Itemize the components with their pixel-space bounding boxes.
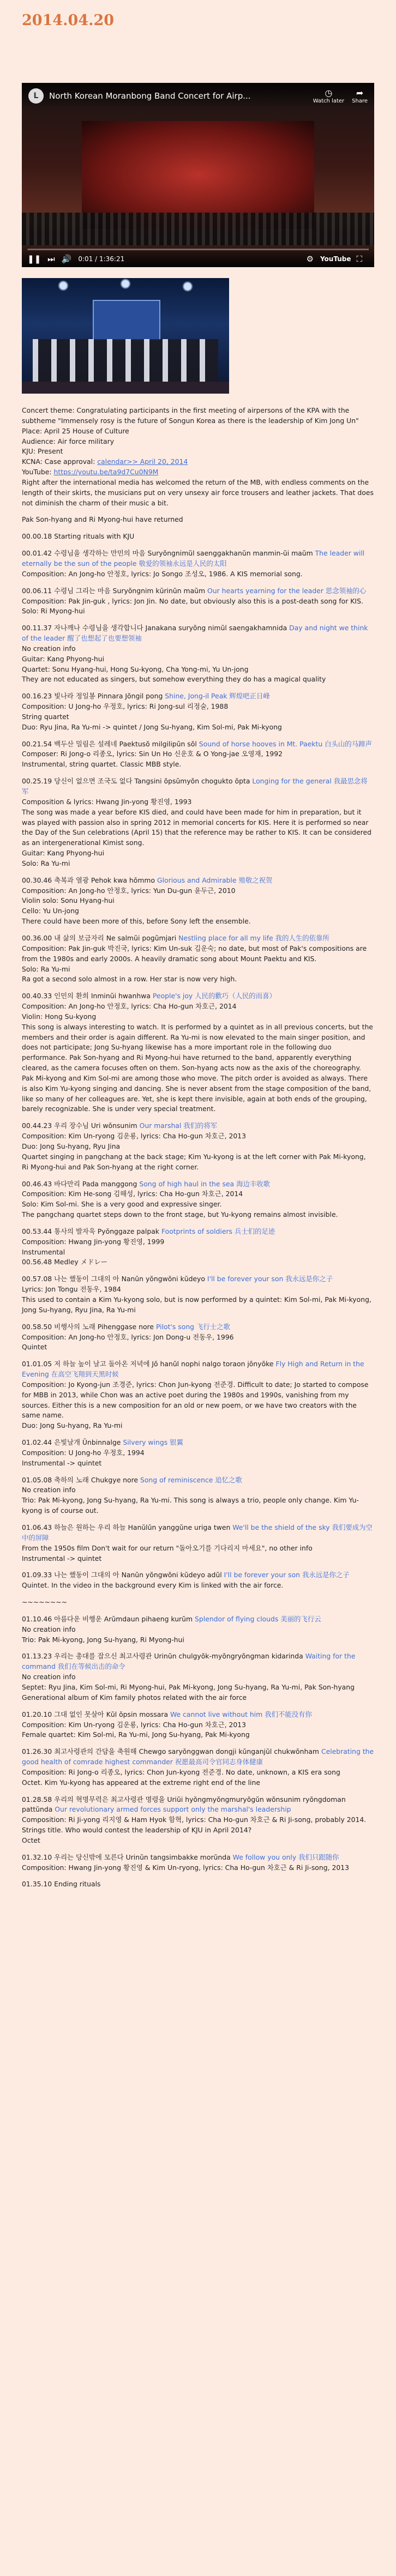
song-detail: Instrumental bbox=[22, 1247, 65, 1256]
song-heading: 01.02.44 은빛날개 Ŭnbinnalge bbox=[22, 1438, 121, 1447]
setlist-entry bbox=[22, 548, 374, 580]
song-title: We'll be the shield of the sky 我们要成为空中的屏障 bbox=[22, 1523, 373, 1542]
song-detail: This song is always interesting to watch. It is performed by a quintet as in all previous concerts, but the members and their order is again different. Ra Yu-mi is now elevated to the main singer position, and does not participate; Jong Su-hyang likewise has a more important role in the following duo performance. Pak Son-hyang and Ri Myong-hui have returned to the band, apparently everything cleared, as the camera focuses often on them. Son-hyang acts now as the axis of the choreography. Pak Mi-kyong and Kim Sol-mi are among those who move. The pitch order is avoided as always. There is also Kim Yu-kyong singing and dancing. She is never absent from the stage composition of the band, like so many of her colleagues are. Yet, she is kept there invisible, again at both ends of the grouping, barely recognizable. She is under very special treatment. bbox=[22, 1022, 373, 1113]
song-detail: Guitar: Kang Phyong-hui bbox=[22, 654, 105, 663]
song-title: Our revolutionary armed forces support only the marshal's leadership bbox=[55, 1805, 291, 1814]
setlist-entry bbox=[22, 1359, 374, 1431]
song-detail: Quartet: Sonu Hyang-hui, Hong Su-kyong, Cha Yong-mi, Yu Un-jong bbox=[22, 665, 249, 673]
song-heading: 00.21.54 백두산 밀림은 설레네 Paektusŏ milgilipŭn sŏl bbox=[22, 739, 197, 748]
youtube-link[interactable]: https://youtu.be/ta9d7Cu0N9M bbox=[53, 468, 159, 476]
setlist-entry bbox=[22, 1614, 374, 1645]
song-heading: 01.09.33 나는 했동이 그대의 아 Nanŭn yŏngwŏni kŭdeyo adŭl bbox=[22, 1571, 222, 1579]
song-heading: 01.32.10 우리는 당신밖에 모른다 Urinŭn tangsimbakke morŭnda bbox=[22, 1853, 231, 1861]
song-detail: Quartet singing in pangchang at the back stage; Kim Yu-kyong is at the left corner with Pak Mi-kyong, Ri Myong-hui and Pak Son-hyang at the right corner. bbox=[22, 1152, 366, 1171]
setlist-entry bbox=[22, 1879, 374, 1890]
song-heading: 01.28.58 우리의 혁명무력은 최고사령관 명령을 Uriŭi hyŏngmyŏngmuryŏgŭn wŏnsunim ryŏngdoman pattŭnda bbox=[22, 1795, 346, 1814]
intro-line: Concert theme: Congratulating participants in the first meeting of airpersons of the KPA with the subtheme "Immensely rosy is the future of Songun Korea as there is the leadership of Kim Jong Un" bbox=[22, 406, 359, 425]
song-detail: Composition: Pak Jin-guk , lyrics: Jon Jin. No date, but obviously also this is a post-death song for KIS. bbox=[22, 596, 363, 605]
song-title: I'll be forever your son 我永远是你之子 bbox=[207, 1275, 333, 1283]
song-title: Our hearts yearning for the leader 思念领袖的心 bbox=[207, 586, 367, 595]
youtube-line bbox=[22, 467, 374, 478]
video-title[interactable]: North Korean Moranbong Band Concert for Airp... bbox=[49, 91, 251, 101]
video-progress-bar[interactable] bbox=[27, 249, 369, 250]
song-title: Song of reminiscence 追忆之歌 bbox=[140, 1475, 242, 1484]
setlist-entry bbox=[22, 1475, 374, 1516]
section-divider: ~~~~~~~~ bbox=[22, 1598, 68, 1607]
setlist-entry bbox=[22, 1227, 374, 1268]
setlist-entry bbox=[22, 776, 374, 869]
song-detail: Composition: Pak Jin-guk 박진국, lyrics: Kim Un-suk 김운숙; no date, but most of Pak's compositions are from the 1980s and early 2000s. A heavily dramatic song about Mount Paektu and KIS. bbox=[22, 944, 367, 963]
song-detail: From the 1950s film Don't wait for our return "돌아오기를 기다리지 마세요", no other info bbox=[22, 1543, 313, 1552]
song-detail: Composition: An Jong-ho 안정호, lyrics: Jo Songo 조성오, 1986. A KIS memorial song. bbox=[22, 569, 303, 578]
song-heading: 00.40.33 인민의 환희 Inminŭi hwanhwa bbox=[22, 992, 151, 1000]
song-heading: 01.06.43 하늘은 원하는 우리 하늘 Hanŭlŭn yanggŭne uriga twen bbox=[22, 1523, 231, 1531]
volume-icon[interactable]: 🔊 bbox=[61, 254, 72, 264]
song-heading: 00.46.43 바다만리 Pada manggong bbox=[22, 1179, 137, 1188]
song-title: Song of high haul in the sea 海边丰收歌 bbox=[139, 1179, 271, 1188]
song-detail: Composition: Kim Un-ryong 김운룡, lyrics: Cha Ho-gun 차호근, 2013 bbox=[22, 1132, 247, 1141]
setlist-entry bbox=[22, 1121, 374, 1172]
song-detail: No creation info bbox=[22, 1673, 76, 1681]
song-detail: Duo: Jong Su-hyang, Ra Yu-mi bbox=[22, 1421, 123, 1430]
song-detail: Generational album of Kim family photos related with the air force bbox=[22, 1693, 247, 1702]
song-detail: Trio: Pak Mi-kyong, Jong Su-hyang, Ri Myong-hui bbox=[22, 1635, 184, 1644]
song-detail: Cello: Yu Un-jong bbox=[22, 907, 79, 915]
song-heading: 01.20.10 그대 없인 못살아 Kŭl ŏpsin mossara bbox=[22, 1710, 169, 1718]
song-title: Nestling place for all my life 我的人生的依靠所 bbox=[178, 933, 329, 942]
song-detail: Solo: Ra Yu-mi bbox=[22, 964, 70, 973]
video-controls bbox=[22, 246, 374, 267]
song-heading: 01.01.05 저 하늘 높이 날고 돌아온 저녁에 Jŏ hanŭl nophi nalgo toraon jŏnyŏke bbox=[22, 1360, 274, 1368]
song-detail: Composition: Hwang Jin-yong 황진영 & Kim Un-ryong, lyrics: Cha Ho-gun 차호근 & Ri Ji-song, 2013 bbox=[22, 1863, 349, 1872]
song-detail: No creation info bbox=[22, 1625, 76, 1633]
song-detail: Composition: Hwang Jin-yong 황진영, 1999 bbox=[22, 1237, 165, 1246]
intro-line: Audience: Air force military bbox=[22, 437, 115, 445]
setlist-entry bbox=[22, 532, 374, 542]
song-detail: Composition: Ri Jong-o 리종오, lyrics: Chon Jun-kyong 전준경. No date, unknown, a KIS era song bbox=[22, 1767, 340, 1776]
youtube-embed[interactable] bbox=[22, 83, 374, 267]
share-label: Share bbox=[352, 98, 368, 104]
song-detail: Composer: Ri Jong-o 리종오, lyrics: Sin Un Ho 신운호 & O Yong-jae 오영재, 1992 bbox=[22, 750, 283, 758]
song-title: Sound of horse hooves in Mt. Paektu 白头山的马蹄声 bbox=[199, 739, 372, 748]
kcna-label: KCNA: Case approval: bbox=[22, 457, 98, 466]
song-heading: 01.05.08 축하의 노래 Chukgye nore bbox=[22, 1475, 139, 1484]
song-detail: They are not educated as singers, but somehow everything they do has a magical quality bbox=[22, 675, 326, 684]
song-detail: Composition: An Jong-ho 안정호, lyrics: Cha Ho-gun 차호근, 2014 bbox=[22, 1002, 237, 1011]
setlist-entry bbox=[22, 739, 374, 770]
setlist-entry bbox=[22, 1853, 374, 1873]
song-detail: The song was made a year before KIS died, and could have been made for him in preparation, but it was played with passion also in spring 2012 in memorial concerts for KIS. Here it is performed so near the Day of the Sun celebrations (April 15) that the reference may be rather to KIS. It can be considered as an intergenerational Kimist song. bbox=[22, 807, 371, 847]
youtube-label: YouTube: bbox=[22, 468, 54, 476]
song-heading: 00.25.19 당신이 없으면 조국도 없다 Tangsini ŏpsŭmyŏn chogukto ŏpta bbox=[22, 777, 250, 786]
song-detail: Instrumental, string quartet. Classic MBB style. bbox=[22, 760, 182, 769]
setlist-entry bbox=[22, 1570, 374, 1591]
song-title: Longing for the general 我最思念将军 bbox=[22, 777, 368, 795]
song-heading: 00.36.00 내 삶의 보금자리 Ne salmŭi pogŭmjari bbox=[22, 933, 177, 942]
kcna-line bbox=[22, 457, 374, 467]
song-detail: Solo: Ra Yu-mi bbox=[22, 859, 70, 867]
youtube-logo[interactable]: YouTube bbox=[320, 255, 351, 263]
kcna-calendar-link[interactable]: calendar>> April 20, 2014 bbox=[97, 457, 188, 466]
song-detail: Trio: Pak Mi-kyong, Jong Su-hyang, Ra Yu-mi. This song is always a trio, people only change. Kim Yu-kyong is of course out. bbox=[22, 1496, 359, 1515]
post-date: 2014.04.20 bbox=[22, 12, 115, 29]
next-icon[interactable]: ⏭ bbox=[47, 254, 55, 264]
song-detail: Composition: An Jong-ho 안정호, lyrics: Jon Dong-u 전동우, 1996 bbox=[22, 1332, 234, 1341]
song-heading: 01.13.23 우리는 총대를 잡으신 최고사령관 Urinŭn chulgyŏk-myŏngryŏngman kidarinda bbox=[22, 1652, 303, 1661]
song-detail: Female quartet: Kim Sol-mi, Ra Yu-mi, Jong Su-hyang, Pak Mi-kyong bbox=[22, 1730, 250, 1739]
post-body bbox=[22, 406, 374, 1890]
band-members bbox=[33, 339, 218, 383]
song-detail: String quartet bbox=[22, 712, 69, 721]
song-detail: Instrumental -> quintet bbox=[22, 1554, 102, 1563]
song-heading: 00.44.23 우리 장수님 Uri wŏnsunim bbox=[22, 1121, 137, 1130]
song-detail: Quintet bbox=[22, 1343, 47, 1352]
song-heading: 01.35.10 Ending rituals bbox=[22, 1880, 101, 1889]
song-title: Footprints of soldiers 兵士们的足迹 bbox=[161, 1227, 275, 1235]
setlist-entry bbox=[22, 1710, 374, 1741]
song-title: The leader will eternally be the sun of the people 敬爱的领袖永远是人民的太阳 bbox=[22, 549, 365, 568]
song-detail: Solo: Ri Myong-hui bbox=[22, 607, 85, 616]
song-detail: Duo: Ryu Jina, Ra Yu-mi -> quintet / Jong Su-hyang, Kim Sol-mi, Pak Mi-kyong bbox=[22, 722, 282, 731]
song-detail: This used to contain a Kim Yu-kyong solo, but is now performed by a quintet: Kim Sol-mi, Pak Mi-kyong, Jong Su-hyang, Ryu Jina, Ra Yu-mi bbox=[22, 1295, 371, 1314]
song-title: Day and night we think of the leader 醒了也想起了也要想领袖 bbox=[22, 624, 368, 643]
setlist-entry bbox=[22, 1651, 374, 1703]
setlist-entry bbox=[22, 691, 374, 732]
song-heading: 01.26.30 최고사령관의 간담을 축원해 Chewgo saryŏnggwan dongji kŭnganjŭl chukwŏnham bbox=[22, 1747, 320, 1756]
song-detail: Composition & lyrics: Hwang Jin-yong 황진영, 1993 bbox=[22, 797, 192, 806]
setlist-entry bbox=[22, 1274, 374, 1315]
song-detail: Violin solo: Sonu Hyang-hui bbox=[22, 896, 115, 905]
song-title: Pilot's song 飞行士之歌 bbox=[155, 1322, 230, 1331]
watch-later-label: Watch later bbox=[313, 98, 345, 104]
song-detail: Composition: An Jong-ho 안정호, lyrics: Yun Du-gun 윤두근, 2010 bbox=[22, 886, 236, 895]
song-title: We cannot live without him 我们不能没有你 bbox=[170, 1710, 312, 1718]
setlist-entry bbox=[22, 623, 374, 685]
setlist-entry bbox=[22, 933, 374, 985]
song-detail: Composition: Jo Kyong-jun 조경준, lyrics: Chon Jun-kyong 전준경. Difficult to date; Jo started to compose for MBB in 2013, while Chon was an active poet during the 1980s and 1990s, vanishing from my sources. Either this is a new composition for an old or new poem, or we have two creators with the same name. bbox=[22, 1380, 369, 1420]
setlist-entry bbox=[22, 1322, 374, 1353]
song-detail: No creation info bbox=[22, 644, 76, 653]
setlist-entry bbox=[22, 1438, 374, 1469]
song-heading: 00.16.23 빛나라 정일봉 Pinnara Jŏngil pong bbox=[22, 692, 163, 701]
intro-line: KJU: Present bbox=[22, 447, 63, 456]
intro-note: Right after the international media has welcomed the return of the MB, with endless comments on the length of their skirts, the musicians put on very unsexy air force trousers and leather jackets. That does not diminish the charm of their music a bit. bbox=[22, 478, 374, 507]
song-heading: 00.11.37 자나깨나 수령님을 생각합니다 Janakana suryŏng nimŭl saengakhamnida bbox=[22, 624, 287, 632]
song-heading: 00.53.44 통사의 발자욱 Pyŏnggaze palpak bbox=[22, 1227, 159, 1235]
song-detail: Instrumental -> quintet bbox=[22, 1458, 102, 1467]
song-detail: The pangchang quartet steps down to the front stage, but Yu-kyong remains almost invisible. bbox=[22, 1210, 338, 1219]
share-icon: ➦ bbox=[356, 87, 364, 98]
song-detail: Solo: Kim Sol-mi. She is a very good and expressive singer. bbox=[22, 1200, 222, 1209]
song-detail: Composition: Kim Un-ryong 김운룡, lyrics: Cha Ho-gun 차호근, 2013 bbox=[22, 1720, 247, 1729]
stage-floor bbox=[22, 382, 229, 394]
song-heading: 00.58.50 비행사의 노래 Pihenggase nore bbox=[22, 1322, 154, 1331]
song-detail: Composition: Ri Ji-yong 리지영 & Ham Hyok 함혁, lyrics: Cha Ho-gun 차호근 & Ri Ji-song, probably 2014. Strings title. Who would contest the leadership of KJU in April 2014? bbox=[22, 1815, 367, 1835]
song-detail: Ra got a second solo almost in a row. Her star is now very high. bbox=[22, 975, 237, 984]
song-heading: 00.06.11 수령님 그리는 마음 Suryŏngnim kŭrinŭn maŭm bbox=[22, 586, 206, 595]
watch-later-button[interactable] bbox=[313, 88, 344, 104]
song-title: Fly High and Return in the Evening 在高空飞翔到天黑时候 bbox=[22, 1360, 364, 1379]
song-detail: There could have been more of this, before Sony left the ensemble. bbox=[22, 917, 251, 926]
song-title: Glorious and Admirable 殖敬之祝贺 bbox=[157, 876, 273, 884]
song-detail: Septet: Ryu Jina, Kim Sol-mi, Ri Myong-hui, Pak Mi-kyong, Jong Su-hyang, Ra Yu-mi, Pak Son-hyang bbox=[22, 1682, 355, 1691]
clock-icon: ◷ bbox=[325, 87, 333, 98]
song-title: I'll be forever your son 我永远是你之子 bbox=[224, 1571, 350, 1579]
song-detail: Guitar: Kang Phyong-hui bbox=[22, 849, 105, 858]
pause-icon[interactable]: ❚❚ bbox=[27, 254, 41, 264]
setlist-entry bbox=[22, 586, 374, 617]
share-button[interactable] bbox=[352, 88, 368, 104]
song-title: Splendor of flying clouds 美丽的飞行云 bbox=[195, 1614, 321, 1623]
song-detail: Lyrics: Jon Tongu 전동우, 1984 bbox=[22, 1285, 121, 1294]
song-detail: Octet. Kim Yu-kyong has appeared at the extreme right end of the line bbox=[22, 1778, 260, 1787]
video-progress-fill bbox=[27, 249, 28, 250]
stage-screen bbox=[93, 300, 160, 340]
song-detail: Octet bbox=[22, 1836, 40, 1844]
setlist-entry bbox=[22, 991, 374, 1114]
singers-note: Pak Son-hyang and Ri Myong-hui have returned bbox=[22, 515, 183, 524]
setlist-entry bbox=[22, 1747, 374, 1788]
setlist-entry bbox=[22, 1523, 374, 1564]
song-detail: Duo: Jong Su-hyang, Ryu Jina bbox=[22, 1142, 121, 1150]
song-detail: 00.56.48 Medley メドレー bbox=[22, 1258, 108, 1266]
song-title: Silvery wings 银翼 bbox=[123, 1438, 183, 1447]
song-title: Shine, Jong-il Peak 辉煌吧正日峰 bbox=[165, 692, 270, 701]
song-heading: 01.10.46 아름다운 비행운 Arŭmdaun pihaeng kurŭm bbox=[22, 1614, 193, 1623]
song-title: People's joy 人民的歡巧（人民的而喜） bbox=[152, 992, 276, 1000]
song-detail: Violin: Hong Su-kyong bbox=[22, 1012, 97, 1021]
song-heading: 00.00.18 Starting rituals with KJU bbox=[22, 532, 135, 541]
intro-line: Place: April 25 House of Culture bbox=[22, 426, 129, 435]
fullscreen-icon[interactable]: ⛶ bbox=[356, 254, 362, 264]
song-title: Waiting for the command 我们在等候出击的命令 bbox=[22, 1652, 356, 1671]
video-frame-crowd bbox=[22, 213, 374, 245]
video-top-bar bbox=[22, 83, 374, 109]
concert-photo bbox=[22, 278, 229, 394]
song-title: We follow you only 我们只跟随你 bbox=[232, 1853, 339, 1861]
channel-logo-icon[interactable]: L bbox=[28, 88, 44, 104]
song-detail: No creation info bbox=[22, 1486, 76, 1494]
setlist-entry bbox=[22, 1179, 374, 1220]
song-detail: Composition: U Jong-ho 우정호, 1994 bbox=[22, 1448, 145, 1457]
song-detail: Composition: U Jong-ho 우정호, lyrics: Ri Jong-sul 리정술, 1988 bbox=[22, 702, 229, 711]
song-title: Our marshal 我们的将军 bbox=[139, 1121, 218, 1130]
song-detail: Composition: Kim He-song 김해성, lyrics: Cha Ho-gun 차호근, 2014 bbox=[22, 1190, 243, 1198]
video-time: 0:01 / 1:36:21 bbox=[78, 255, 125, 263]
song-title: Celebrating the good health of comrade highest commander 祝愿最高司令官同志身体健康 bbox=[22, 1747, 374, 1766]
song-heading: 00.30.46 축복과 열광 Pehok kwa hŏmmo bbox=[22, 876, 155, 884]
setlist bbox=[22, 532, 374, 1890]
song-heading: 00.01.42 수령님을 생각하는 만민의 마음 Suryŏngnimŭl saenggakhanŭn manmin-ŭi maŭm bbox=[22, 549, 313, 558]
video-control-row bbox=[27, 254, 369, 264]
settings-gear-icon[interactable]: ⚙ bbox=[306, 254, 314, 264]
song-heading: 00.57.08 나는 했동이 그대의 아 Nanŭn yŏngwŏni kŭdeyo bbox=[22, 1275, 205, 1283]
song-detail: Quintet. In the video in the background every Kim is linked with the air force. bbox=[22, 1581, 284, 1590]
setlist-entry bbox=[22, 876, 374, 927]
intro-block bbox=[22, 406, 374, 508]
setlist-entry bbox=[22, 1795, 374, 1846]
